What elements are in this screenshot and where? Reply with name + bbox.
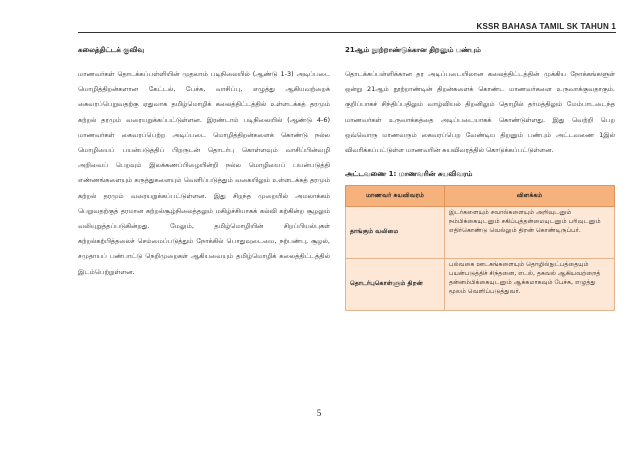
- left-column: [78, 46, 330, 280]
- document-header: KSSR BAHASA TAMIL SK TAHUN 1: [476, 22, 616, 31]
- table-cell-description: இடர்களையும் சவால்களையும் அறிவுடனும் நம்பிக்கையுடனும் சகிப்புத்தன்மையுடனும் பரிவுடனும் எதிர்கொண்டு வெல்லும் திறன் கொண்டிருப்பர்.: [445, 207, 615, 259]
- table-header-profile: மாணவர் சுயவிவரம்: [346, 186, 445, 207]
- curriculum-focus-heading: கலைத்திட்டக் குவிவு: [78, 46, 145, 54]
- table-cell-label: தாங்கும் வலிமை: [346, 207, 445, 259]
- student-profile-table: [345, 185, 615, 311]
- table-cell-description: பல்வகை ஊடகங்களையும் தொழில்நுட்பத்தையும் பயன்படுத்திச் சிந்தனை, எடல், தகவல் ஆகியவற்றைத் தன்னம்பிக்கையுடனும் ஆக்கமாகவும் பேச்சு, எழுத்து மூலம் வெளிப்படுத்துவர்.: [445, 259, 615, 311]
- table-cell-label: தொடர்புகொள்ளும் திறன்: [346, 259, 445, 311]
- curriculum-focus-paragraph: மாணவர்கள் தொடக்கப்பள்ளியின் முதலாம் படிநிலையில் (ஆண்டு 1-3) அடிப்படை மொழித்திறன்களான கேட்டல், பேச்சு, வாசிப்பு, எழுத்து ஆகியவற்றைக் கைவரப்பெறுவதற்கு ஏதுவாக தமிழ்மொழிக் கலைத்திட்டத்தில் உள்ளடக்கத் தரமும் கற்றல் தரமும் வரையறுக்கப்பட்டுள்ளன. இரண்டாம் படிநிலையில் (ஆண்டு 4-6) மாணவர்கள் கைவரப்பெற்ற அடிப்படை மொழித்திறன்களைக் கொண்டு நல்ல மொழியைப் பயன்படுத்திப் பிறருடன் தொடர்பு கொள்ளவும் வாசிப்பின்வழி அறிவைப் பெறவும் இலக்கணப்பிழையின்றி நல்ல மொழியைப் பயன்படுத்தி எண்ணங்களையும் கருத்துகளையும் வெளிப்படுத்தும் வகையிலும் உள்ளடக்கத் தரமும் கற்றல் தரமும் வரையறுக்கப்பட்டுள்ளன. இது சிறந்த முறையில் அமலாக்கம் பெறுவதற்குத் தரமான கற்றல்சூழ்நிலைத்தலும் மகிழ்ச்சியாகக் கல்வி கற்கின்ற சூழலும் வலியுறுத்தப்படுகின்றது. மேலும், தமிழ்மொழியின் சிறப்பியல்புகள் கற்றல்கற்பித்தலைச் செம்மைப்படுத்தும் நோக்கில் பொதுவுடைமை, நற்பண்பு, சூழல், சமுதாயப் பண்பாட்டு நெறிமுறைகள் ஆகியவையும் தமிழ்மொழிக் கலைத்திட்டத்தில் இடம்பெற்றுள்ளன.: [78, 70, 330, 276]
- header-divider: [78, 32, 616, 33]
- table-header-description: விளக்கம்: [445, 186, 615, 207]
- right-column: [345, 46, 615, 311]
- table-caption: அட்டவணை 1: மாணவரின் சுயவிவரம்: [345, 170, 473, 179]
- skills-paragraph: தொடக்கப்பள்ளிக்கான தர அடிப்படையிலான கலைத்திட்டத்தின் முக்கிய நோக்கங்களுள் ஒன்று 21ஆம் நூற்றாண்டின் திறன்களைக் கொண்ட மாணவர்களை உருவாக்குவதாகும். குறிப்பாகச் சிந்திப்பதிலும் வாழ்வியல் திறனிலும் தொழில் தர்மத்திலும் மேம்பாடடைந்த மாணவர்கள் உருவாக்கத்தை அடிப்படையாகக் கொண்டுள்ளது. இது வெற்றி பெற ஒவ்வொரு மாணவரும் கைவரப்பெற வேண்டிய திறனும் பண்பும் அட்டவணை 1இல் விவரிக்கப்பட்டுள்ள மாணவரின் சுயவிவரத்தில் கொடுக்கப்பட்டுள்ளன.: [345, 70, 615, 155]
- page-number: 5: [316, 408, 322, 418]
- table-header-row: [346, 186, 615, 207]
- skills-heading: 21ஆம் நூற்றாண்டுக்கான திறனும் பண்பும்: [345, 46, 481, 54]
- table-row: [346, 259, 615, 311]
- table-row: [346, 207, 615, 259]
